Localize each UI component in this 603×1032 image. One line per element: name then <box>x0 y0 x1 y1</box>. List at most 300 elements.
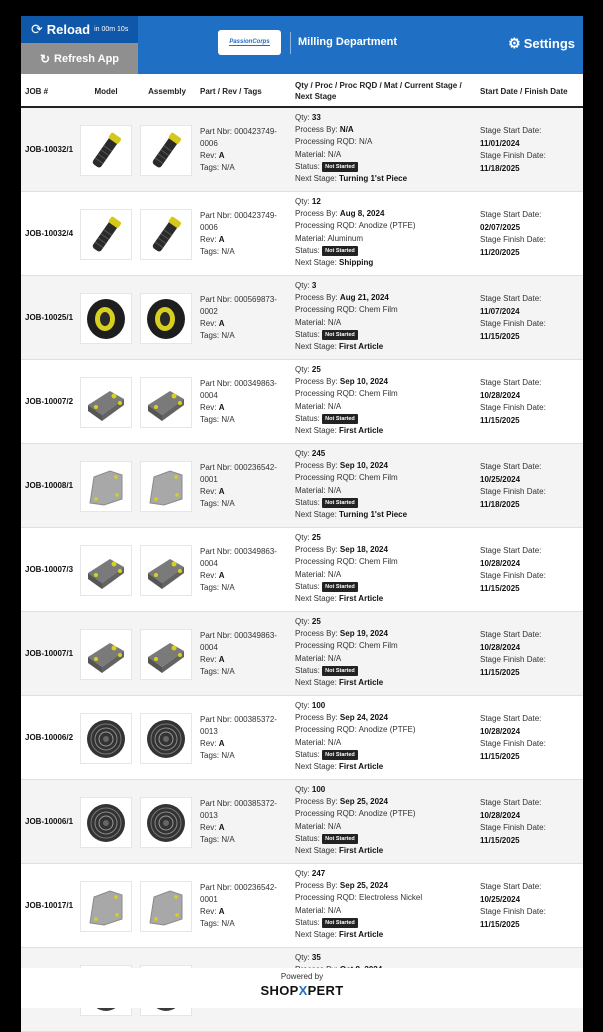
part-nbr: 000236542-0001 <box>200 883 277 904</box>
tags-value: N/A <box>221 751 235 760</box>
material-label: Material: <box>295 401 326 411</box>
processing-rqd-label: Processing RQD: <box>295 305 357 315</box>
process-by-value: Aug 21, 2024 <box>339 293 389 303</box>
model-thumbnail[interactable] <box>80 713 132 764</box>
status-label: Status: <box>295 245 320 255</box>
assembly-thumbnail[interactable] <box>140 797 192 848</box>
tags-value: N/A <box>221 583 235 592</box>
tags-value: N/A <box>221 331 235 340</box>
table-row[interactable] <box>21 276 583 360</box>
status-label: Status: <box>295 497 320 507</box>
assembly-thumbnail[interactable] <box>140 629 192 680</box>
reload-button[interactable] <box>21 16 138 43</box>
qty-value: 25 <box>311 533 321 542</box>
job-number: JOB-10032/4 <box>25 229 74 238</box>
processing-rqd-label: Processing RQD: <box>295 809 357 819</box>
model-thumbnail[interactable] <box>80 377 132 428</box>
processing-rqd-value: Electroless Nickel <box>359 893 423 903</box>
part-info <box>200 192 292 276</box>
material-label: Material: <box>295 737 326 747</box>
next-stage-label: Next Stage: <box>295 510 337 520</box>
stage-finish-value: 11/15/2025 <box>480 583 520 593</box>
status-label: Status: <box>295 833 320 843</box>
next-stage-value: First Article <box>339 846 384 856</box>
status-badge: Not Started <box>322 246 358 256</box>
process-info <box>295 616 477 689</box>
process-info <box>295 448 477 521</box>
part-nbr: 000423749-0006 <box>200 127 277 148</box>
material-value: N/A <box>327 905 342 915</box>
process-by-label: Process By: <box>295 125 338 135</box>
table-row[interactable] <box>21 192 583 276</box>
part-nbr-label: Part Nbr: <box>200 631 233 640</box>
qty-value: 25 <box>311 617 321 626</box>
process-info <box>295 532 477 605</box>
process-info <box>295 196 477 269</box>
part-nbr: 000349863-0004 <box>200 631 277 652</box>
company-logo <box>218 30 281 55</box>
settings-button[interactable] <box>508 35 575 52</box>
stage-finish-label: Stage Finish Date: <box>480 823 546 832</box>
stage-finish-label: Stage Finish Date: <box>480 571 546 580</box>
qty-label: Qty: <box>295 365 310 374</box>
tags-value: N/A <box>221 415 235 424</box>
status-badge: Not Started <box>322 750 358 760</box>
processing-rqd-label: Processing RQD: <box>295 725 357 735</box>
tags-label: Tags: <box>200 499 220 508</box>
stage-dates <box>480 612 580 696</box>
process-by-label: Process By: <box>295 629 338 639</box>
status-badge: Not Started <box>322 330 358 340</box>
material-value: N/A <box>327 317 342 327</box>
settings-label: Settings <box>523 36 575 51</box>
reload-label: Reload <box>46 22 91 37</box>
status-label: Status: <box>295 749 320 759</box>
rev-label: Rev: <box>200 907 217 916</box>
table-row[interactable] <box>21 696 583 780</box>
qty-value: 35 <box>311 953 321 962</box>
process-by-value: Sep 10, 2024 <box>339 377 388 387</box>
stage-start-value: 10/28/2024 <box>480 390 521 400</box>
powered-by-text: Powered by <box>280 972 324 981</box>
process-by-label: Process By: <box>295 881 338 891</box>
job-number: JOB-10007/3 <box>25 565 74 574</box>
next-stage-value: First Article <box>339 762 384 772</box>
stage-start-value: 10/28/2024 <box>480 642 521 652</box>
stage-dates <box>480 696 580 780</box>
next-stage-label: Next Stage: <box>295 594 337 604</box>
rev-label: Rev: <box>200 235 217 244</box>
assembly-thumbnail[interactable] <box>140 461 192 512</box>
stage-start-value: 02/07/2025 <box>480 222 521 232</box>
process-info <box>295 868 477 941</box>
stage-finish-label: Stage Finish Date: <box>480 235 546 244</box>
assembly-thumbnail[interactable] <box>140 377 192 428</box>
part-nbr: 000423749-0006 <box>200 211 277 232</box>
col-model: Model <box>94 86 118 96</box>
tags-label: Tags: <box>200 331 220 340</box>
qty-label: Qty: <box>295 785 310 794</box>
process-by-label: Process By: <box>295 797 338 807</box>
stage-start-label: Stage Start Date: <box>480 798 542 807</box>
processing-rqd-value: Chem Film <box>359 641 398 651</box>
part-nbr: 000349863-0004 <box>200 379 277 400</box>
next-stage-label: Next Stage: <box>295 342 337 352</box>
status-label: Status: <box>295 161 320 171</box>
rev-value: A <box>218 151 225 160</box>
process-by-label: Process By: <box>295 461 338 471</box>
qty-value: 247 <box>311 869 326 878</box>
part-info <box>200 864 292 948</box>
material-value: Aluminum <box>327 233 364 243</box>
material-label: Material: <box>295 905 326 915</box>
brand-x: X <box>298 983 308 998</box>
stage-dates <box>480 444 580 528</box>
job-number: JOB-10032/1 <box>25 145 74 154</box>
qty-label: Qty: <box>295 281 310 290</box>
model-thumbnail[interactable] <box>80 629 132 680</box>
process-by-value: Sep 25, 2024 <box>339 797 388 807</box>
footer <box>21 968 583 1008</box>
material-value: N/A <box>327 737 342 747</box>
qty-value: 245 <box>311 449 326 458</box>
assembly-thumbnail[interactable] <box>140 125 192 176</box>
rev-value: A <box>218 655 225 664</box>
qty-value: 25 <box>311 365 321 374</box>
model-thumbnail[interactable] <box>80 209 132 260</box>
model-thumbnail[interactable] <box>80 125 132 176</box>
shopxpert-logo <box>21 983 583 998</box>
stage-start-value: 10/28/2024 <box>480 810 521 820</box>
stage-finish-label: Stage Finish Date: <box>480 739 546 748</box>
status-badge: Not Started <box>322 414 358 424</box>
process-info <box>295 784 477 857</box>
stage-start-label: Stage Start Date: <box>480 462 542 471</box>
table-row[interactable] <box>21 864 583 948</box>
qty-label: Qty: <box>295 953 310 962</box>
stage-finish-value: 11/15/2025 <box>480 751 520 761</box>
stage-start-value: 11/07/2024 <box>480 306 520 316</box>
processing-rqd-label: Processing RQD: <box>295 557 357 567</box>
stage-finish-label: Stage Finish Date: <box>480 319 546 328</box>
process-info <box>295 112 477 185</box>
part-info <box>200 108 292 192</box>
stage-finish-label: Stage Finish Date: <box>480 655 546 664</box>
tags-label: Tags: <box>200 163 220 172</box>
brand-right: PERT <box>307 983 344 998</box>
rev-value: A <box>218 823 225 832</box>
material-label: Material: <box>295 233 326 243</box>
brand-left: SHOP <box>260 983 299 998</box>
process-by-label: Process By: <box>295 293 338 303</box>
next-stage-value: First Article <box>339 930 384 940</box>
qty-label: Qty: <box>295 533 310 542</box>
qty-label: Qty: <box>295 869 310 878</box>
tags-label: Tags: <box>200 835 220 844</box>
processing-rqd-label: Processing RQD: <box>295 137 357 147</box>
part-nbr: 000569873-0002 <box>200 295 277 316</box>
next-stage-label: Next Stage: <box>295 258 337 268</box>
rev-label: Rev: <box>200 487 217 496</box>
refresh-icon: ↻ <box>39 51 51 66</box>
status-label: Status: <box>295 665 320 675</box>
status-badge: Not Started <box>322 498 358 508</box>
model-thumbnail[interactable] <box>80 461 132 512</box>
stage-finish-value: 11/15/2025 <box>480 331 520 341</box>
assembly-thumbnail[interactable] <box>140 881 192 932</box>
rev-value: A <box>218 235 225 244</box>
table-row[interactable] <box>21 360 583 444</box>
process-by-value: Sep 24, 2024 <box>339 713 388 723</box>
part-info <box>200 612 292 696</box>
tags-label: Tags: <box>200 919 220 928</box>
table-row[interactable] <box>21 444 583 528</box>
material-value: N/A <box>327 821 342 831</box>
processing-rqd-label: Processing RQD: <box>295 389 357 399</box>
status-badge: Not Started <box>322 582 358 592</box>
status-badge: Not Started <box>322 918 358 928</box>
next-stage-label: Next Stage: <box>295 174 337 184</box>
qty-value: 33 <box>311 113 321 122</box>
rev-label: Rev: <box>200 571 217 580</box>
tags-value: N/A <box>221 163 235 172</box>
stage-start-label: Stage Start Date: <box>480 630 542 639</box>
material-value: N/A <box>327 485 342 495</box>
status-label: Status: <box>295 413 320 423</box>
process-info <box>295 280 477 353</box>
model-thumbnail[interactable] <box>80 545 132 596</box>
stage-start-label: Stage Start Date: <box>480 882 542 891</box>
stage-finish-value: 11/15/2025 <box>480 919 520 929</box>
next-stage-label: Next Stage: <box>295 426 337 436</box>
processing-rqd-value: Anodize (PTFE) <box>358 221 416 231</box>
stage-start-value: 11/01/2024 <box>480 138 520 148</box>
next-stage-label: Next Stage: <box>295 762 337 772</box>
rev-value: A <box>218 739 225 748</box>
next-stage-value: First Article <box>339 678 384 688</box>
col-assembly: Assembly <box>148 86 186 96</box>
col-qty: Qty / Proc / Proc RQD / Mat / Current Stage / Next Stage <box>295 81 462 101</box>
stage-start-label: Stage Start Date: <box>480 378 542 387</box>
tags-value: N/A <box>221 667 235 676</box>
part-nbr: 000385372-0013 <box>200 715 277 736</box>
tags-label: Tags: <box>200 415 220 424</box>
table-row[interactable] <box>21 612 583 696</box>
col-dates: Start Date / Finish Date <box>480 86 568 96</box>
tags-label: Tags: <box>200 583 220 592</box>
tags-label: Tags: <box>200 247 220 256</box>
stage-dates <box>480 192 580 276</box>
part-nbr-label: Part Nbr: <box>200 883 233 892</box>
part-info <box>200 528 292 612</box>
stage-start-label: Stage Start Date: <box>480 126 542 135</box>
refresh-app-button[interactable] <box>21 43 138 74</box>
model-thumbnail[interactable] <box>80 797 132 848</box>
process-by-label: Process By: <box>295 209 338 219</box>
stage-start-value: 10/25/2024 <box>480 894 521 904</box>
material-value: N/A <box>327 653 342 663</box>
tags-value: N/A <box>221 247 235 256</box>
tags-value: N/A <box>221 919 235 928</box>
process-info <box>295 700 477 773</box>
next-stage-value: First Article <box>339 342 384 352</box>
material-label: Material: <box>295 317 326 327</box>
stage-finish-label: Stage Finish Date: <box>480 487 546 496</box>
rev-label: Rev: <box>200 151 217 160</box>
qty-value: 100 <box>311 701 326 710</box>
rev-label: Rev: <box>200 403 217 412</box>
col-job: JOB # <box>25 86 49 96</box>
job-number: JOB-10007/1 <box>25 649 74 658</box>
processing-rqd-label: Processing RQD: <box>295 473 357 483</box>
part-nbr-label: Part Nbr: <box>200 295 233 304</box>
job-number: JOB-10008/1 <box>25 481 74 490</box>
tags-value: N/A <box>221 835 235 844</box>
logo-text: PassionCorps <box>229 39 270 45</box>
stage-finish-label: Stage Finish Date: <box>480 907 546 916</box>
next-stage-label: Next Stage: <box>295 930 337 940</box>
refresh-label: Refresh App <box>54 52 120 65</box>
next-stage-value: First Article <box>339 594 384 604</box>
qty-value: 100 <box>311 785 326 794</box>
stage-finish-value: 11/15/2025 <box>480 415 520 425</box>
next-stage-value: First Article <box>339 426 384 436</box>
process-info <box>295 364 477 437</box>
reload-timer: in 00m 10s <box>94 26 129 33</box>
spinner-icon: ⟳ <box>31 21 43 37</box>
department-title: Milling Department <box>298 36 398 48</box>
model-thumbnail[interactable] <box>80 293 132 344</box>
app-header <box>21 16 583 74</box>
processing-rqd-label: Processing RQD: <box>295 641 357 651</box>
stage-start-value: 10/25/2024 <box>480 474 521 484</box>
stage-start-label: Stage Start Date: <box>480 294 542 303</box>
job-list <box>21 108 583 968</box>
material-value: N/A <box>327 569 342 579</box>
job-number: JOB-10025/1 <box>25 313 74 322</box>
next-stage-label: Next Stage: <box>295 846 337 856</box>
process-by-value: Sep 10, 2024 <box>339 461 388 471</box>
stage-start-label: Stage Start Date: <box>480 210 542 219</box>
stage-dates <box>480 780 580 864</box>
job-number: JOB-10006/1 <box>25 817 74 826</box>
process-by-value: Sep 25, 2024 <box>339 881 388 891</box>
qty-label: Qty: <box>295 197 310 206</box>
stage-finish-value: 11/20/2025 <box>480 247 520 257</box>
table-header <box>21 74 583 108</box>
material-label: Material: <box>295 653 326 663</box>
qty-label: Qty: <box>295 617 310 626</box>
stage-dates <box>480 864 580 948</box>
rev-label: Rev: <box>200 739 217 748</box>
assembly-thumbnail[interactable] <box>140 293 192 344</box>
process-by-value: Aug 8, 2024 <box>339 209 385 219</box>
processing-rqd-value: Chem Film <box>359 305 398 315</box>
rev-label: Rev: <box>200 319 217 328</box>
process-by-value: Sep 19, 2024 <box>339 629 388 639</box>
processing-rqd-label: Processing RQD: <box>295 893 357 903</box>
table-row[interactable] <box>21 108 583 192</box>
processing-rqd-value: Chem Film <box>359 557 398 567</box>
stage-start-value: 10/28/2024 <box>480 726 521 736</box>
job-number: JOB-10017/1 <box>25 901 74 910</box>
stage-finish-label: Stage Finish Date: <box>480 403 546 412</box>
header-divider <box>290 32 291 54</box>
stage-start-value: 10/28/2024 <box>480 558 521 568</box>
job-number: JOB-10006/2 <box>25 733 74 742</box>
job-number: JOB-10007/2 <box>25 397 74 406</box>
material-label: Material: <box>295 569 326 579</box>
tags-label: Tags: <box>200 751 220 760</box>
table-row[interactable] <box>21 528 583 612</box>
process-by-label: Process By: <box>295 545 338 555</box>
process-by-label: Process By: <box>295 713 338 723</box>
processing-rqd-value: Chem Film <box>359 473 398 483</box>
part-info <box>200 696 292 780</box>
processing-rqd-label: Processing RQD: <box>295 221 357 231</box>
stage-finish-value: 11/18/2025 <box>480 163 520 173</box>
part-nbr-label: Part Nbr: <box>200 211 233 220</box>
part-nbr-label: Part Nbr: <box>200 379 233 388</box>
status-badge: Not Started <box>322 834 358 844</box>
part-nbr-label: Part Nbr: <box>200 799 233 808</box>
qty-label: Qty: <box>295 449 310 458</box>
next-stage-value: Turning 1'st Piece <box>339 174 408 184</box>
assembly-thumbnail[interactable] <box>140 209 192 260</box>
qty-label: Qty: <box>295 113 310 122</box>
rev-value: A <box>218 487 225 496</box>
tags-value: N/A <box>221 499 235 508</box>
rev-label: Rev: <box>200 655 217 664</box>
stage-dates <box>480 528 580 612</box>
status-label: Status: <box>295 917 320 927</box>
process-by-value: Sep 18, 2024 <box>339 545 388 555</box>
part-nbr-label: Part Nbr: <box>200 547 233 556</box>
table-row[interactable] <box>21 780 583 864</box>
material-label: Material: <box>295 821 326 831</box>
part-nbr-label: Part Nbr: <box>200 715 233 724</box>
next-stage-label: Next Stage: <box>295 678 337 688</box>
app-frame <box>21 16 583 1008</box>
col-part: Part / Rev / Tags <box>200 86 262 96</box>
processing-rqd-value: Chem Film <box>359 389 398 399</box>
next-stage-value: Shipping <box>339 258 374 268</box>
assembly-thumbnail[interactable] <box>140 545 192 596</box>
status-badge: Not Started <box>322 666 358 676</box>
status-label: Status: <box>295 581 320 591</box>
part-info <box>200 276 292 360</box>
rev-value: A <box>218 571 225 580</box>
part-nbr: 000349863-0004 <box>200 547 277 568</box>
part-info <box>200 444 292 528</box>
processing-rqd-value: N/A <box>359 137 373 147</box>
stage-finish-label: Stage Finish Date: <box>480 151 546 160</box>
status-badge: Not Started <box>322 162 358 172</box>
qty-value: 12 <box>311 197 321 206</box>
model-thumbnail[interactable] <box>80 881 132 932</box>
stage-finish-value: 11/18/2025 <box>480 499 520 509</box>
rev-value: A <box>218 319 225 328</box>
stage-dates <box>480 360 580 444</box>
rev-value: A <box>218 403 225 412</box>
material-label: Material: <box>295 485 326 495</box>
part-nbr: 000385372-0013 <box>200 799 277 820</box>
process-by-label: Process By: <box>295 377 338 387</box>
qty-value: 3 <box>311 281 317 290</box>
assembly-thumbnail[interactable] <box>140 713 192 764</box>
stage-finish-value: 11/15/2025 <box>480 835 520 845</box>
part-nbr-label: Part Nbr: <box>200 463 233 472</box>
